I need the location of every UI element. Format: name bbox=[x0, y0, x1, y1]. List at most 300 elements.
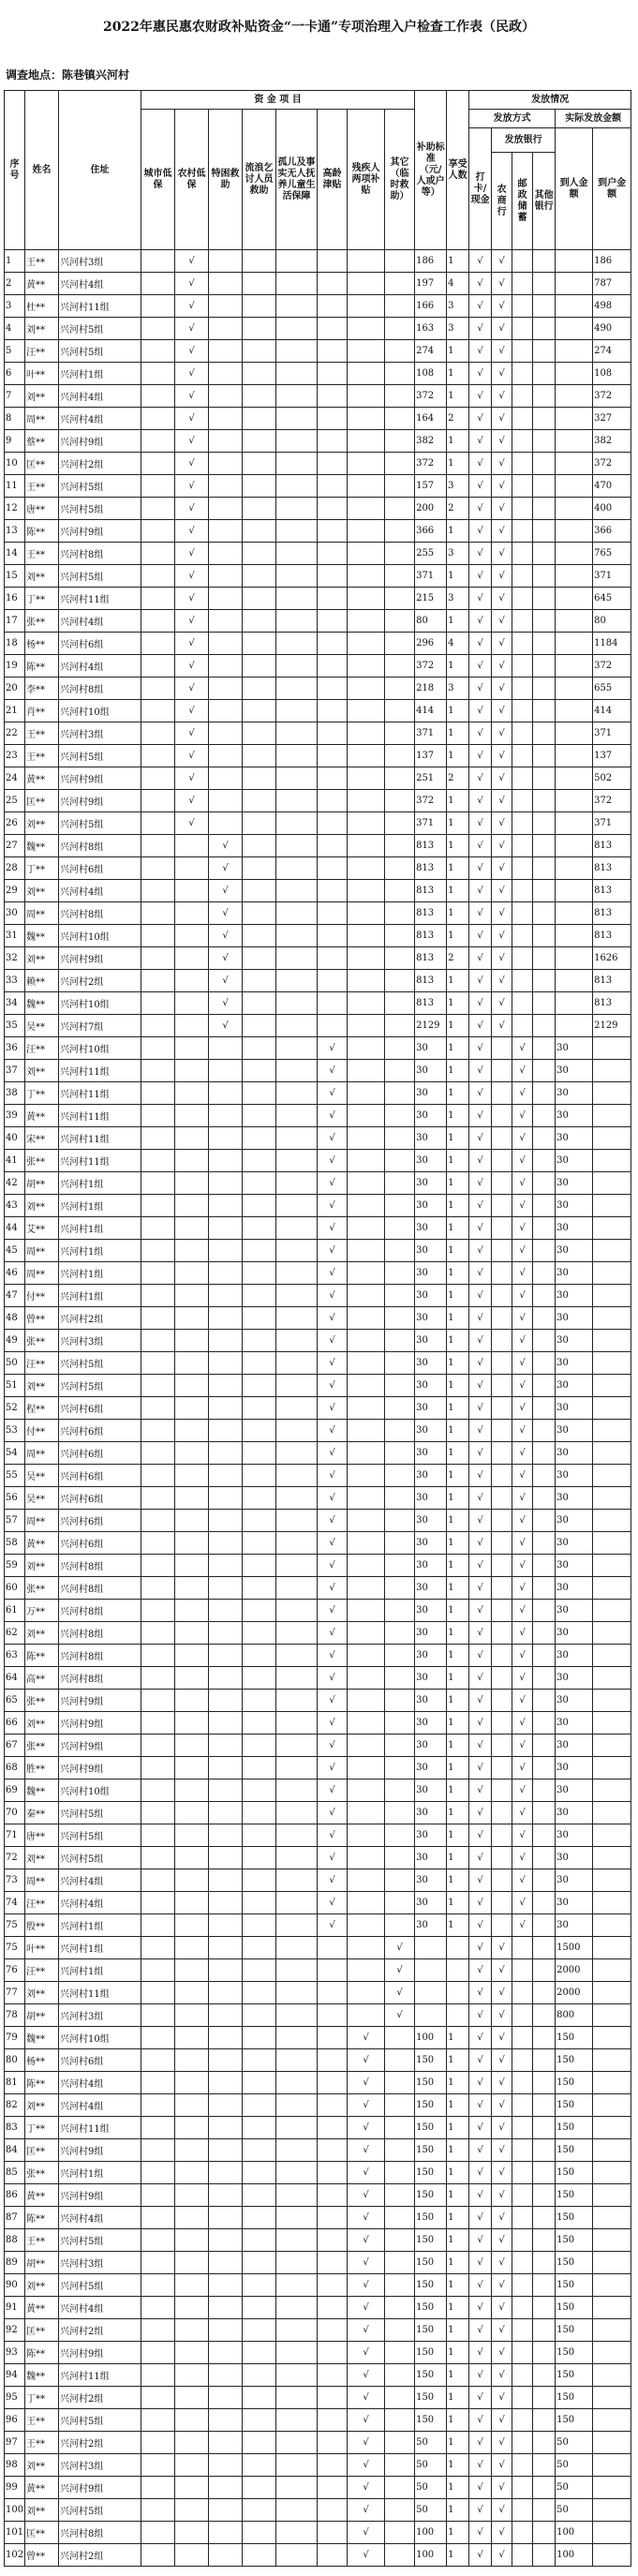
cell-urban bbox=[141, 295, 175, 318]
cell-other bbox=[385, 1914, 415, 1937]
cell-urban bbox=[141, 767, 175, 790]
cell-rural bbox=[175, 2274, 209, 2297]
cell-elderly: √ bbox=[318, 1397, 348, 1420]
cell-other bbox=[385, 2297, 415, 2319]
cell-standard bbox=[415, 1982, 447, 2004]
cell-rural bbox=[175, 1217, 209, 1240]
cell-persons: 1 bbox=[447, 2049, 469, 2072]
cell-extreme bbox=[209, 1060, 243, 1082]
table-row bbox=[5, 2274, 631, 2297]
cell-nongshang: √ bbox=[492, 2454, 512, 2477]
cell-extreme bbox=[209, 1397, 243, 1420]
cell-to-people: 50 bbox=[556, 2477, 593, 2499]
cell-postal: √ bbox=[512, 1577, 533, 1600]
cell-address: 兴河村11组 bbox=[59, 1127, 141, 1150]
cell-persons: 1 bbox=[447, 2409, 469, 2432]
cell-urban bbox=[141, 475, 175, 498]
cell-rural: √ bbox=[175, 565, 209, 588]
cell-disabled bbox=[348, 1442, 385, 1465]
cell-other bbox=[385, 1757, 415, 1779]
cell-to-household: 327 bbox=[593, 408, 631, 430]
cell-orphan bbox=[276, 1510, 318, 1532]
cell-elderly bbox=[318, 408, 348, 430]
cell-extreme bbox=[209, 2004, 243, 2027]
cell-orphan bbox=[276, 295, 318, 318]
cell-seq: 15 bbox=[5, 565, 25, 588]
cell-postal bbox=[512, 1937, 533, 1959]
cell-vagrant bbox=[243, 655, 276, 678]
cell-seq: 86 bbox=[5, 2184, 25, 2207]
table-row bbox=[5, 1645, 631, 1667]
table-row bbox=[5, 340, 631, 363]
cell-seq: 72 bbox=[5, 1847, 25, 1869]
cell-extreme bbox=[209, 2094, 243, 2117]
cell-to-household bbox=[593, 1082, 631, 1105]
cell-elderly bbox=[318, 520, 348, 543]
cell-postal bbox=[512, 2072, 533, 2094]
cell-seq: 75 bbox=[5, 1937, 25, 1959]
cell-address: 兴河村1组 bbox=[59, 2162, 141, 2184]
cell-postal bbox=[512, 902, 533, 925]
cell-elderly: √ bbox=[318, 1195, 348, 1217]
cell-to-people: 30 bbox=[556, 1802, 593, 1824]
cell-extreme bbox=[209, 498, 243, 520]
cell-address: 兴河村5组 bbox=[59, 2274, 141, 2297]
header-extreme: 特困救助 bbox=[209, 110, 243, 250]
cell-other-bank bbox=[533, 1465, 556, 1487]
cell-card-cash: √ bbox=[469, 1667, 492, 1690]
cell-other bbox=[385, 1892, 415, 1914]
cell-standard: 30 bbox=[415, 1892, 447, 1914]
cell-extreme bbox=[209, 1824, 243, 1847]
cell-address: 兴河村8组 bbox=[59, 543, 141, 565]
header-postal: 邮政储蓄 bbox=[512, 153, 533, 250]
cell-vagrant bbox=[243, 2409, 276, 2432]
cell-name: 陈** bbox=[25, 655, 59, 678]
cell-name: 王** bbox=[25, 475, 59, 498]
cell-to-people: 150 bbox=[556, 2072, 593, 2094]
header-to-household: 到户金额 bbox=[593, 128, 631, 250]
cell-nongshang: √ bbox=[492, 678, 512, 700]
cell-disabled bbox=[348, 408, 385, 430]
cell-rural bbox=[175, 1802, 209, 1824]
cell-to-people: 30 bbox=[556, 1285, 593, 1307]
cell-standard: 813 bbox=[415, 857, 447, 880]
table-row bbox=[5, 2252, 631, 2274]
cell-urban bbox=[141, 1532, 175, 1555]
table-row bbox=[5, 430, 631, 453]
cell-postal bbox=[512, 1959, 533, 1982]
cell-card-cash: √ bbox=[469, 2342, 492, 2364]
cell-vagrant bbox=[243, 1645, 276, 1667]
cell-orphan bbox=[276, 1420, 318, 1442]
cell-card-cash: √ bbox=[469, 363, 492, 385]
cell-address: 兴河村9组 bbox=[59, 2477, 141, 2499]
cell-elderly: √ bbox=[318, 1892, 348, 1914]
cell-address: 兴河村2组 bbox=[59, 2319, 141, 2342]
cell-nongshang: √ bbox=[492, 655, 512, 678]
cell-address: 兴河村4组 bbox=[59, 880, 141, 902]
table-row bbox=[5, 1824, 631, 1847]
cell-vagrant bbox=[243, 2207, 276, 2229]
cell-orphan bbox=[276, 790, 318, 812]
cell-to-people: 30 bbox=[556, 1779, 593, 1802]
cell-disabled bbox=[348, 1352, 385, 1375]
cell-orphan bbox=[276, 318, 318, 340]
cell-address: 兴河村6组 bbox=[59, 857, 141, 880]
cell-to-people: 150 bbox=[556, 2342, 593, 2364]
cell-seq: 58 bbox=[5, 1532, 25, 1555]
cell-vagrant bbox=[243, 2027, 276, 2049]
cell-card-cash: √ bbox=[469, 1465, 492, 1487]
cell-vagrant bbox=[243, 790, 276, 812]
cell-seq: 4 bbox=[5, 318, 25, 340]
cell-disabled bbox=[348, 1420, 385, 1442]
cell-seq: 20 bbox=[5, 678, 25, 700]
cell-persons: 1 bbox=[447, 2094, 469, 2117]
cell-name: 丁** bbox=[25, 588, 59, 610]
cell-other-bank bbox=[533, 1397, 556, 1420]
table-row bbox=[5, 1060, 631, 1082]
cell-to-household bbox=[593, 1532, 631, 1555]
cell-rural: √ bbox=[175, 678, 209, 700]
cell-rural bbox=[175, 1757, 209, 1779]
cell-card-cash: √ bbox=[469, 1802, 492, 1824]
cell-other bbox=[385, 1217, 415, 1240]
cell-name: 周** bbox=[25, 408, 59, 430]
cell-orphan bbox=[276, 2477, 318, 2499]
cell-disabled bbox=[348, 880, 385, 902]
cell-to-household: 645 bbox=[593, 588, 631, 610]
cell-nongshang: √ bbox=[492, 992, 512, 1015]
cell-extreme bbox=[209, 1442, 243, 1465]
cell-other-bank bbox=[533, 700, 556, 722]
cell-extreme bbox=[209, 2522, 243, 2544]
cell-other bbox=[385, 2229, 415, 2252]
cell-name: 周** bbox=[25, 1240, 59, 1262]
cell-vagrant bbox=[243, 1465, 276, 1487]
cell-to-household bbox=[593, 1397, 631, 1420]
cell-card-cash: √ bbox=[469, 970, 492, 992]
cell-seq: 87 bbox=[5, 2207, 25, 2229]
cell-standard: 30 bbox=[415, 1352, 447, 1375]
table-row bbox=[5, 318, 631, 340]
cell-other-bank bbox=[533, 745, 556, 767]
cell-seq: 70 bbox=[5, 1802, 25, 1824]
cell-extreme bbox=[209, 2049, 243, 2072]
cell-extreme bbox=[209, 1307, 243, 1330]
cell-elderly bbox=[318, 2432, 348, 2454]
table-row bbox=[5, 610, 631, 633]
cell-orphan bbox=[276, 2072, 318, 2094]
cell-address: 兴河村9组 bbox=[59, 1690, 141, 1712]
cell-to-people: 150 bbox=[556, 2274, 593, 2297]
cell-seq: 18 bbox=[5, 633, 25, 655]
cell-disabled bbox=[348, 1465, 385, 1487]
cell-orphan bbox=[276, 767, 318, 790]
cell-address: 兴河村1组 bbox=[59, 1914, 141, 1937]
cell-elderly: √ bbox=[318, 1127, 348, 1150]
cell-vagrant bbox=[243, 2522, 276, 2544]
cell-to-household bbox=[593, 1037, 631, 1060]
cell-address: 兴河村9组 bbox=[59, 2184, 141, 2207]
cell-elderly: √ bbox=[318, 1735, 348, 1757]
cell-elderly bbox=[318, 2499, 348, 2522]
cell-other bbox=[385, 1060, 415, 1082]
cell-card-cash: √ bbox=[469, 1442, 492, 1465]
cell-elderly bbox=[318, 2522, 348, 2544]
cell-persons: 1 bbox=[447, 1779, 469, 1802]
cell-to-people: 30 bbox=[556, 1307, 593, 1330]
cell-nongshang: √ bbox=[492, 2477, 512, 2499]
cell-standard: 150 bbox=[415, 2387, 447, 2409]
cell-seq: 13 bbox=[5, 520, 25, 543]
cell-orphan bbox=[276, 2184, 318, 2207]
cell-card-cash: √ bbox=[469, 498, 492, 520]
cell-nongshang: √ bbox=[492, 812, 512, 835]
cell-other-bank bbox=[533, 1060, 556, 1082]
table-row bbox=[5, 1757, 631, 1779]
cell-name: 汪** bbox=[25, 1959, 59, 1982]
cell-extreme: √ bbox=[209, 1015, 243, 1037]
cell-card-cash: √ bbox=[469, 453, 492, 475]
cell-other bbox=[385, 2094, 415, 2117]
cell-orphan bbox=[276, 925, 318, 947]
cell-postal: √ bbox=[512, 1645, 533, 1667]
cell-elderly: √ bbox=[318, 1577, 348, 1600]
cell-vagrant bbox=[243, 1779, 276, 1802]
cell-rural bbox=[175, 902, 209, 925]
cell-nongshang: √ bbox=[492, 340, 512, 363]
cell-other bbox=[385, 700, 415, 722]
cell-name: 黄** bbox=[25, 2184, 59, 2207]
cell-nongshang bbox=[492, 1375, 512, 1397]
cell-persons: 1 bbox=[447, 857, 469, 880]
cell-to-people: 30 bbox=[556, 1510, 593, 1532]
cell-seq: 7 bbox=[5, 385, 25, 408]
cell-disabled bbox=[348, 1892, 385, 1914]
cell-nongshang bbox=[492, 1217, 512, 1240]
cell-postal: √ bbox=[512, 1757, 533, 1779]
cell-rural: √ bbox=[175, 543, 209, 565]
cell-standard: 30 bbox=[415, 1555, 447, 1577]
cell-nongshang bbox=[492, 1172, 512, 1195]
cell-address: 兴河村1组 bbox=[59, 1262, 141, 1285]
cell-name: 王** bbox=[25, 543, 59, 565]
cell-nongshang: √ bbox=[492, 947, 512, 970]
cell-other bbox=[385, 475, 415, 498]
cell-urban bbox=[141, 1060, 175, 1082]
cell-seq: 81 bbox=[5, 2072, 25, 2094]
cell-orphan bbox=[276, 1622, 318, 1645]
cell-card-cash: √ bbox=[469, 1555, 492, 1577]
cell-standard: 30 bbox=[415, 1465, 447, 1487]
cell-to-household bbox=[593, 1420, 631, 1442]
cell-card-cash: √ bbox=[469, 2544, 492, 2567]
cell-postal bbox=[512, 543, 533, 565]
header-nongshang: 农商行 bbox=[492, 153, 512, 250]
cell-rural bbox=[175, 1555, 209, 1577]
cell-card-cash: √ bbox=[469, 1645, 492, 1667]
cell-rural bbox=[175, 2432, 209, 2454]
cell-name: 张** bbox=[25, 2162, 59, 2184]
cell-vagrant bbox=[243, 1510, 276, 1532]
cell-to-people: 150 bbox=[556, 2207, 593, 2229]
cell-other: √ bbox=[385, 1959, 415, 1982]
cell-orphan bbox=[276, 2409, 318, 2432]
cell-to-people: 150 bbox=[556, 2117, 593, 2139]
cell-address: 兴河村4组 bbox=[59, 1892, 141, 1914]
cell-orphan bbox=[276, 880, 318, 902]
cell-other-bank bbox=[533, 273, 556, 295]
cell-standard: 30 bbox=[415, 1824, 447, 1847]
table-row bbox=[5, 1555, 631, 1577]
cell-to-household bbox=[593, 1757, 631, 1779]
cell-rural bbox=[175, 1397, 209, 1420]
cell-extreme bbox=[209, 1869, 243, 1892]
cell-orphan bbox=[276, 2342, 318, 2364]
cell-to-household bbox=[593, 1487, 631, 1510]
cell-nongshang: √ bbox=[492, 385, 512, 408]
cell-postal: √ bbox=[512, 1510, 533, 1532]
cell-standard: 186 bbox=[415, 250, 447, 273]
cell-other-bank bbox=[533, 812, 556, 835]
cell-address: 兴河村5组 bbox=[59, 1802, 141, 1824]
cell-urban bbox=[141, 947, 175, 970]
cell-standard: 813 bbox=[415, 880, 447, 902]
header-elderly: 高龄津贴 bbox=[318, 110, 348, 250]
cell-name: 王** bbox=[25, 250, 59, 273]
cell-card-cash: √ bbox=[469, 1847, 492, 1869]
cell-nongshang bbox=[492, 1150, 512, 1172]
cell-vagrant bbox=[243, 2184, 276, 2207]
cell-name: 王** bbox=[25, 722, 59, 745]
cell-rural bbox=[175, 2454, 209, 2477]
cell-vagrant bbox=[243, 1015, 276, 1037]
cell-card-cash: √ bbox=[469, 1082, 492, 1105]
cell-other bbox=[385, 1015, 415, 1037]
cell-vagrant bbox=[243, 1690, 276, 1712]
cell-standard: 150 bbox=[415, 2184, 447, 2207]
cell-card-cash: √ bbox=[469, 1532, 492, 1555]
cell-orphan bbox=[276, 1240, 318, 1262]
cell-vagrant bbox=[243, 363, 276, 385]
cell-address: 兴河村8组 bbox=[59, 1555, 141, 1577]
cell-extreme bbox=[209, 610, 243, 633]
cell-rural bbox=[175, 2004, 209, 2027]
cell-urban bbox=[141, 2297, 175, 2319]
cell-card-cash: √ bbox=[469, 1757, 492, 1779]
cell-seq: 19 bbox=[5, 655, 25, 678]
cell-card-cash: √ bbox=[469, 520, 492, 543]
cell-standard: 30 bbox=[415, 1622, 447, 1645]
cell-postal bbox=[512, 722, 533, 745]
cell-vagrant bbox=[243, 1217, 276, 1240]
cell-extreme bbox=[209, 1802, 243, 1824]
cell-vagrant bbox=[243, 2004, 276, 2027]
cell-name: 蔡** bbox=[25, 430, 59, 453]
cell-to-household bbox=[593, 2049, 631, 2072]
cell-nongshang bbox=[492, 1532, 512, 1555]
cell-urban bbox=[141, 1150, 175, 1172]
cell-postal bbox=[512, 340, 533, 363]
cell-persons: 1 bbox=[447, 453, 469, 475]
cell-to-household: 813 bbox=[593, 902, 631, 925]
cell-to-people: 30 bbox=[556, 1217, 593, 1240]
cell-vagrant bbox=[243, 1487, 276, 1510]
cell-rural: √ bbox=[175, 588, 209, 610]
cell-postal: √ bbox=[512, 1285, 533, 1307]
header-bank: 发放银行 bbox=[492, 128, 556, 153]
cell-to-household bbox=[593, 1690, 631, 1712]
cell-urban bbox=[141, 1600, 175, 1622]
cell-extreme: √ bbox=[209, 880, 243, 902]
table-row bbox=[5, 2342, 631, 2364]
cell-to-household bbox=[593, 2454, 631, 2477]
cell-other-bank bbox=[533, 1802, 556, 1824]
cell-other-bank bbox=[533, 2499, 556, 2522]
cell-address: 兴河村6组 bbox=[59, 1487, 141, 1510]
cell-rural bbox=[175, 1667, 209, 1690]
cell-urban bbox=[141, 1779, 175, 1802]
cell-persons: 1 bbox=[447, 1712, 469, 1735]
cell-seq: 37 bbox=[5, 1060, 25, 1082]
cell-to-household: 372 bbox=[593, 453, 631, 475]
cell-extreme bbox=[209, 1465, 243, 1487]
cell-other-bank bbox=[533, 430, 556, 453]
cell-card-cash: √ bbox=[469, 1285, 492, 1307]
cell-persons: 3 bbox=[447, 543, 469, 565]
cell-nongshang: √ bbox=[492, 2049, 512, 2072]
cell-card-cash: √ bbox=[469, 1150, 492, 1172]
cell-orphan bbox=[276, 1172, 318, 1195]
cell-disabled: √ bbox=[348, 2477, 385, 2499]
cell-address: 兴河村8组 bbox=[59, 902, 141, 925]
cell-to-people bbox=[556, 385, 593, 408]
cell-address: 兴河村5组 bbox=[59, 1824, 141, 1847]
header-vagrant: 流浪乞讨人员救助 bbox=[243, 110, 276, 250]
cell-disabled: √ bbox=[348, 2297, 385, 2319]
cell-postal bbox=[512, 880, 533, 902]
cell-elderly: √ bbox=[318, 1757, 348, 1779]
cell-persons bbox=[447, 2004, 469, 2027]
cell-disabled: √ bbox=[348, 2162, 385, 2184]
cell-standard: 372 bbox=[415, 385, 447, 408]
cell-name: 唐** bbox=[25, 498, 59, 520]
cell-persons: 4 bbox=[447, 633, 469, 655]
cell-persons: 1 bbox=[447, 2117, 469, 2139]
cell-standard: 30 bbox=[415, 1420, 447, 1442]
cell-vagrant bbox=[243, 385, 276, 408]
cell-address: 兴河村11组 bbox=[59, 1982, 141, 2004]
cell-standard: 150 bbox=[415, 2162, 447, 2184]
table-row bbox=[5, 2409, 631, 2432]
cell-extreme bbox=[209, 1847, 243, 1869]
cell-to-household: 108 bbox=[593, 363, 631, 385]
cell-urban bbox=[141, 1645, 175, 1667]
cell-elderly bbox=[318, 588, 348, 610]
cell-seq: 11 bbox=[5, 475, 25, 498]
cell-elderly bbox=[318, 363, 348, 385]
cell-elderly: √ bbox=[318, 1847, 348, 1869]
cell-card-cash: √ bbox=[469, 835, 492, 857]
cell-other bbox=[385, 2364, 415, 2387]
cell-standard: 30 bbox=[415, 1037, 447, 1060]
cell-persons: 1 bbox=[447, 925, 469, 947]
cell-name: 汪** bbox=[25, 340, 59, 363]
cell-nongshang: √ bbox=[492, 835, 512, 857]
cell-persons: 3 bbox=[447, 318, 469, 340]
